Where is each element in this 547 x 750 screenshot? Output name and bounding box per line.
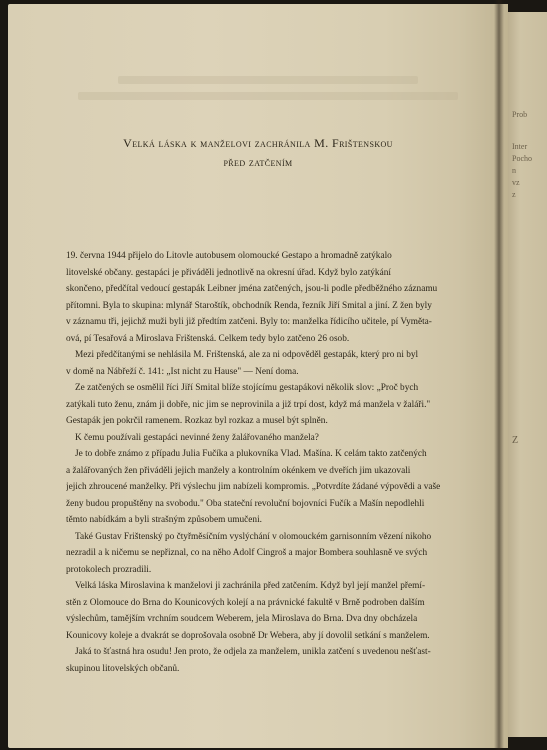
text-line: v záznamu tři, jejichž muži byli již předtím zatčeni. Byly to: manželka řídicího učitele, pí Vyměta- — [66, 317, 432, 327]
text-line: litovelské občany. gestapáci je přiváděli jednotlivě na okresní úřad. Když bylo zatýkání — [66, 267, 391, 278]
text-line: Je to dobře známo z případu Julia Fučíka a plukovníka Vlad. Mašína. K celám takto zatčených — [75, 449, 427, 459]
text-line: jejich zhroucené manželky. Při výslechu jim nabízeli kompromis. „Potvrdíte žádané výpovědi a vaše — [66, 482, 441, 492]
text-line: v domě na Nábřeží č. 141: „Ist nicht zu Hause" — Není doma. — [66, 366, 299, 377]
text-line: Kounicovy koleje a dvakrát se doprošovala osobně Dr Webera, aby jí dovolil setkání s manželem. — [66, 630, 430, 641]
text-line: nezradil a k ničemu se nepřiznal, co na něho Adolf Cingroš a major Bombera souhlasně ve svých — [66, 548, 428, 558]
text-line: a žalářovaných žen přiváděli jejich manžely a kontrolním okénkem ve dveřích jim ukazovali — [66, 465, 411, 476]
adjacent-page-fragment: vz — [512, 178, 520, 187]
show-through-ink — [78, 92, 458, 100]
text-line: ženy budou propuštěny na svobodu." Oba stateční revoluční bojovníci Fučík a Mašín nepodlehli — [66, 498, 425, 509]
text-line: Ze zatčených se osmělil říci Jiří Smital blíže stojícímu gestapákovi několik slov: „Proč bych — [75, 383, 419, 393]
text-line: skupinou litovelských občanů. — [66, 663, 180, 674]
page-title-line: před zatčením — [223, 155, 293, 169]
text-line: Mezi předčítanými se nehlásila M. Frištenská, ale za ni odpověděl gestapák, který pro ni byl — [75, 350, 419, 360]
book-page — [8, 4, 508, 748]
text-line: Také Gustav Frištenský po čtyřměsíčním vyslýchání v olomouckém garnisonním vězení nikoho — [75, 531, 432, 542]
body-text — [66, 248, 506, 677]
text-line: Jaká to šťastná hra osudu! Jen proto, že odjela za manželem, unikla zatčení s uvedenou nešťast- — [75, 647, 431, 657]
adjacent-page-fragment: Inter — [512, 142, 528, 151]
text-line: K čemu používali gestapáci nevinné ženy žalářovaného manžela? — [75, 432, 319, 443]
adjacent-page-fragment: Pocho — [512, 154, 532, 163]
text-line: Gestapák jen pokrčil ramenem. Rozkaz byl rozkaz a musel být splněn. — [66, 416, 328, 426]
text-line: zatýkali tuto ženu, znám ji dobře, nic jim se neprovinila a již trpí dost, když má manžela v žaláři." — [66, 399, 431, 410]
text-line: protokolech prozradili. — [66, 564, 152, 575]
text-line: ová, pí Tesařová a Miroslava Frištenská. Celkem tedy bylo zatčeno 26 osob. — [66, 333, 350, 344]
book-spine-shadow — [494, 0, 504, 750]
adjacent-page-fragment: Z — [512, 435, 519, 446]
text-line: Velká láska Miroslavina k manželovi ji zachránila před zatčením. Když byl její manžel přemí- — [75, 581, 426, 591]
show-through-ink — [118, 76, 418, 84]
adjacent-page-fragment: Prob — [512, 110, 528, 119]
page-title — [8, 134, 508, 172]
text-line: stěn z Olomouce do Brna do Kounicových kolejí a na právnické fakultě v Brně podroben dalším — [66, 597, 425, 608]
text-line: přítomni. Byla to skupina: mlynář Staroštík, obchodník Renda, řezník Jiří Smital a jiní. Z žen byly — [66, 300, 432, 311]
text-line: výslechům, tamějším vrchním soudcem Weberem, jela Miroslava do Brna. Dva dny obcházela — [66, 614, 418, 624]
text-line: 19. června 1944 přijelo do Litovle autobusem olomoucké Gestapo a hromadně zatýkalo — [66, 251, 392, 261]
page-title-line: Velká láska k manželovi zachránila M. Frištenskou — [123, 136, 393, 150]
text-line: těmto nabídkám a byli strašným způsobem umučeni. — [66, 515, 262, 525]
adjacent-page-fragment: n — [512, 166, 516, 175]
text-line: skončeno, předčítal vedoucí gestapák Leibner jména zatčených, jsou-li podle předběžného záznamu — [66, 284, 438, 294]
adjacent-page-fragment: z — [512, 190, 516, 199]
